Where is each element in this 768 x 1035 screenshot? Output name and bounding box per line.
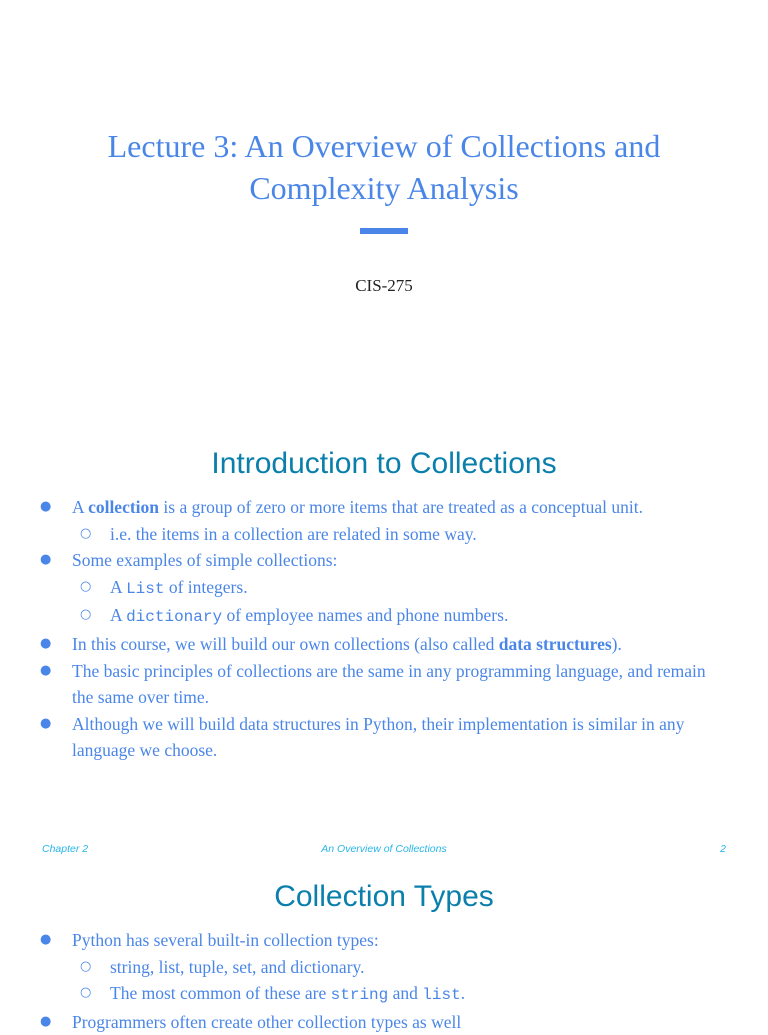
- filled-circle-bullet-icon: ●: [40, 635, 52, 651]
- footer-chapter: Chapter 2: [42, 843, 89, 855]
- hollow-circle-bullet-icon: ○: [80, 958, 92, 974]
- slide-heading-collection-types: Collection Types: [274, 880, 494, 913]
- list-item: ● In this course, we will build our own collections (also called data structures).: [0, 631, 768, 658]
- hollow-circle-bullet-icon: ○: [80, 985, 92, 1001]
- filled-circle-bullet-icon: ●: [40, 552, 52, 568]
- slide-heading-introduction: Introduction to Collections: [211, 447, 557, 480]
- footer-section-title: An Overview of Collections: [321, 843, 447, 855]
- slide-footer: [0, 843, 768, 857]
- course-code: CIS-275: [355, 276, 413, 295]
- lecture-title-line-2: Complexity Analysis: [249, 170, 519, 206]
- intro-bullet-list: [0, 494, 768, 764]
- list-item: ● Although we will build data structures in Python, their implementation is similar in any language we choose.: [0, 711, 768, 764]
- term-collection: collection: [88, 497, 160, 517]
- list-item: ○ A dictionary of employee names and phone numbers.: [0, 602, 768, 631]
- list-item: ○ i.e. the items in a collection are related in some way.: [0, 521, 768, 548]
- code-list: List: [126, 579, 165, 598]
- lecture-title: [0, 125, 768, 209]
- code-string: string: [330, 986, 389, 1005]
- term-data-structures: data structures: [498, 633, 612, 654]
- hollow-circle-bullet-icon: ○: [80, 578, 92, 594]
- list-item: ● Programmers often create other collection types as well: [0, 1009, 768, 1035]
- title-accent-rule: [360, 228, 408, 234]
- list-item: ● Python has several built-in collection types:: [0, 927, 768, 954]
- filled-circle-bullet-icon: ●: [40, 662, 52, 678]
- list-item: ● The basic principles of collections are the same in any programming language, and remain the same over time.: [0, 658, 768, 711]
- list-item: ○ The most common of these are string and list.: [0, 980, 768, 1009]
- code-dictionary: dictionary: [126, 608, 223, 627]
- filled-circle-bullet-icon: ●: [40, 1013, 52, 1029]
- footer-page-number: 2: [720, 843, 726, 855]
- filled-circle-bullet-icon: ●: [40, 499, 52, 514]
- types-bullet-list: [0, 927, 768, 1035]
- filled-circle-bullet-icon: ●: [40, 932, 52, 947]
- code-list: list: [422, 986, 461, 1005]
- list-item: ○ string, list, tuple, set, and dictionary.: [0, 954, 768, 981]
- lecture-title-line-1: Lecture 3: An Overview of Collections and: [107, 128, 661, 164]
- hollow-circle-bullet-icon: ○: [80, 607, 92, 623]
- list-item: ○ A List of integers.: [0, 574, 768, 603]
- hollow-circle-bullet-icon: ○: [80, 525, 92, 541]
- list-item: ● Some examples of simple collections:: [0, 547, 768, 574]
- filled-circle-bullet-icon: ●: [40, 715, 52, 731]
- list-item: ● A collection is a group of zero or more items that are treated as a conceptual unit.: [0, 494, 768, 521]
